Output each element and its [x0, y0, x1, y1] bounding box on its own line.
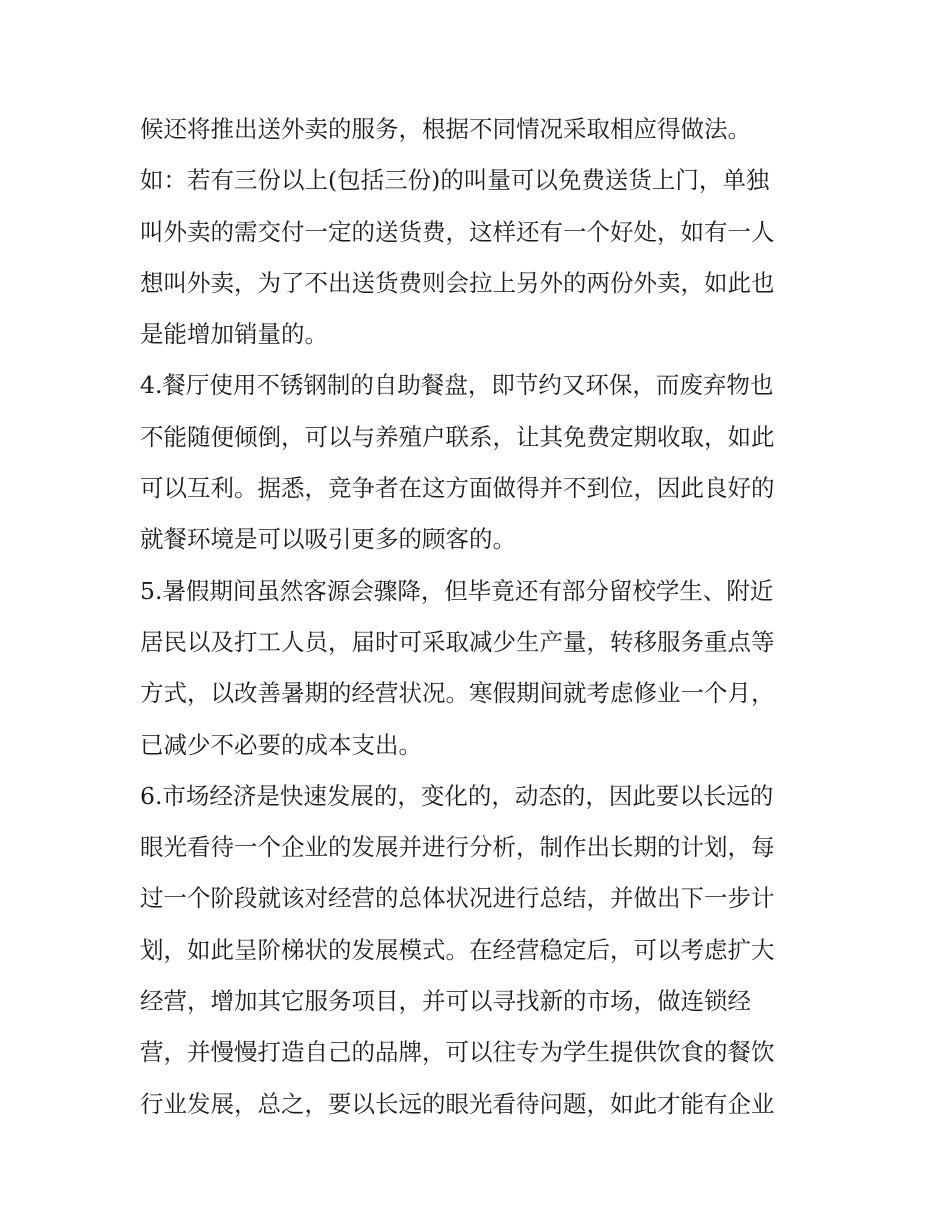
text-line: 可以互利。据悉，竞争者在这方面做得并不到位，因此良好的 — [140, 474, 775, 503]
text-line: 已减少不必要的成本支出。 — [140, 730, 422, 759]
text-line: 就餐环境是可以吸引更多的顾客的。 — [140, 525, 516, 554]
text-line: 不能随便倾倒，可以与养殖户联系，让其免费定期收取，如此 — [140, 422, 775, 451]
body-text — [140, 104, 830, 1130]
text-line: 4.餐厅使用不锈钢制的自助餐盘，即节约又环保，而废弃物也 — [140, 371, 774, 400]
text-line: 眼光看待一个企业的发展并进行分析，制作出长期的计划，每 — [140, 833, 775, 862]
text-line: 行业发展，总之，要以长远的眼光看待问题，如此才能有企业 — [140, 1089, 775, 1118]
text-line: 划，如此呈阶梯状的发展模式。在经营稳定后，可以考虑扩大 — [140, 935, 775, 964]
text-line: 营，并慢慢打造自己的品牌，可以往专为学生提供饮食的餐饮 — [140, 1038, 775, 1067]
text-line: 候还将推出送外卖的服务，根据不同情况采取相应得做法。 — [140, 115, 751, 143]
text-line: 想叫外卖，为了不出送货费则会拉上另外的两份外卖，如此也 — [140, 268, 775, 297]
text-line: 过一个阶段就该对经营的总体状况进行总结，并做出下一步计 — [140, 884, 775, 913]
text-line: 叫外卖的需交付一定的送货费，这样还有一个好处，如有一人 — [140, 217, 775, 246]
text-line: 5.暑假期间虽然客源会骤降，但毕竟还有部分留校学生、附近 — [140, 576, 774, 605]
text-line: 如：若有三份以上(包括三份)的叫量可以免费送货上门，单独 — [140, 166, 770, 195]
text-line: 6.市场经济是快速发展的，变化的，动态的，因此要以长远的 — [140, 781, 774, 810]
text-line: 方式，以改善暑期的经营状况。寒假期间就考虑修业一个月， — [140, 679, 775, 708]
text-line: 经营，增加其它服务项目，并可以寻找新的市场，做连锁经 — [140, 987, 751, 1016]
text-line: 居民以及打工人员，届时可采取减少生产量，转移服务重点等 — [140, 627, 775, 656]
text-line: 是能增加销量的。 — [140, 320, 328, 349]
